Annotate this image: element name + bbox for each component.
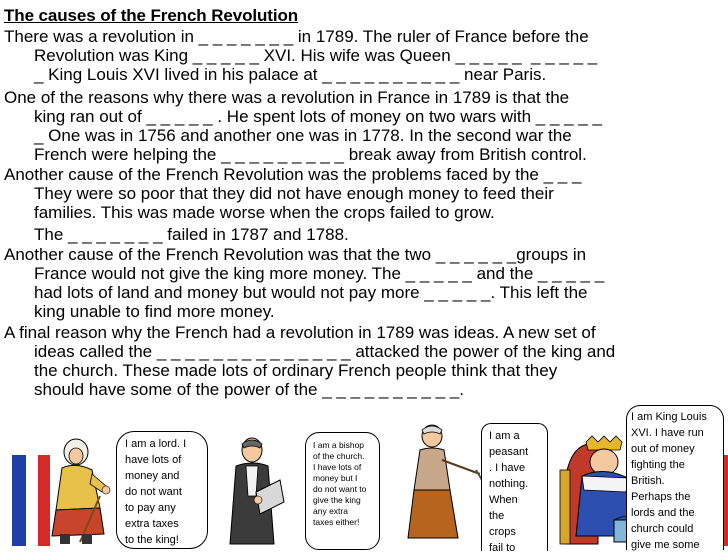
bubble-line: give the king — [313, 495, 361, 505]
text-line: French were helping the _ _ _ _ _ _ _ _ _ break away from British control. — [34, 145, 587, 164]
peasant-speech-bubble — [481, 423, 548, 554]
bubble-line: . I have — [489, 462, 526, 474]
bubble-line: XVI. I have run — [631, 427, 704, 439]
bubble-line: British. — [631, 475, 665, 487]
text-line: families. This was made worse when the crops failed to grow. — [34, 203, 495, 222]
bubble-line: lords and the — [631, 507, 695, 519]
bubble-line: do not want to — [313, 484, 367, 494]
text-line: ideas called the _ _ _ _ _ _ _ _ _ _ _ _ _ _ attacked the power of the king and — [34, 342, 616, 361]
bubble-line: crops — [489, 526, 516, 538]
text-line: should have some of the power of the _ _ _ _ _ _ _ _ _ _. — [34, 380, 465, 399]
paragraph-revolution-intro — [4, 27, 722, 84]
text-line: _ King Louis XVI lived in his palace at _ _ _ _ _ _ _ _ _ _ near Paris. — [34, 65, 547, 84]
paragraph-new-ideas — [4, 323, 722, 399]
paragraph-two-groups — [4, 245, 722, 321]
bubble-line: Perhaps the — [631, 491, 691, 503]
bubble-line: taxes either! — [313, 517, 360, 527]
bubble-line: of the church. — [313, 451, 365, 461]
bubble-line: I am a — [489, 430, 520, 442]
bubble-line: When — [489, 494, 518, 506]
bubble-line: to the king! — [125, 534, 179, 546]
text-line: Revolution was King _ _ _ _ _ XVI. His wife was Queen _ _ _ _ _ _ _ _ _ _ — [34, 46, 598, 65]
bubble-line: I am a lord. I — [125, 438, 187, 450]
bubble-line: to pay any — [125, 502, 176, 514]
bubble-line: have lots of — [125, 454, 182, 466]
bubble-line: extra taxes — [125, 518, 179, 530]
bubble-line: peasant — [489, 446, 529, 458]
bubble-line: money but I — [313, 473, 358, 483]
text-line: Another cause of the French Revolution was that the two _ _ _ _ _ _groups in — [4, 245, 587, 264]
worksheet-title: The causes of the French Revolution — [4, 6, 299, 25]
paragraph-money-wars — [4, 88, 722, 164]
text-line: king ran out of _ _ _ _ _ . He spent lots of money on two wars with _ _ _ _ _ — [34, 107, 602, 126]
text-line: They were so poor that they did not have enough money to feed their — [34, 184, 554, 203]
text-line: France would not give the king more money. The _ _ _ _ _ and the _ _ _ _ _ — [34, 264, 605, 283]
bubble-line: the — [489, 510, 505, 522]
bubble-line: church could — [631, 523, 694, 535]
text-line: Another cause of the French Revolution was the problems faced by the _ _ _ — [4, 165, 582, 184]
bubble-line: out of money — [631, 443, 695, 455]
bubble-line: I have lots of — [313, 462, 362, 472]
lord-speech-bubble — [116, 431, 208, 549]
text-line: There was a revolution in _ _ _ _ _ _ _ in 1789. The ruler of France before the — [4, 27, 589, 46]
text-line: One of the reasons why there was a revolution in France in 1789 is that the — [4, 88, 570, 107]
bubble-line: nothing. — [489, 478, 529, 490]
bubble-line: do not want — [125, 486, 182, 498]
text-line: A final reason why the French had a revolution in 1789 was ideas. A new set of — [4, 323, 596, 342]
king-speech-bubble — [626, 405, 724, 550]
text-line: the church. These made lots of ordinary French people think that they — [34, 361, 558, 380]
bubble-line: money and — [125, 470, 180, 482]
paragraph-crops-failed — [4, 225, 722, 244]
text-line: king unable to find more money. — [34, 302, 275, 321]
text-line: had lots of land and money but would not pay more _ _ _ _ _. This left the — [34, 283, 588, 302]
bishop-figure — [222, 436, 286, 546]
text-line: _ One was in 1756 and another one was in 1778. In the second war the — [34, 126, 572, 145]
text-line: The _ _ _ _ _ _ _ failed in 1787 and 1788. — [34, 225, 349, 244]
bubble-line: fail to — [489, 542, 516, 554]
bubble-line: give me some — [631, 539, 700, 551]
bubble-line: fighting the — [631, 459, 685, 471]
paragraph-peasant-problems — [4, 165, 722, 222]
bubble-line: I am King Louis — [631, 411, 707, 423]
lord-figure — [40, 438, 115, 546]
peasant-figure — [400, 420, 484, 546]
bubble-line: any extra — [313, 506, 348, 516]
bishop-speech-bubble — [305, 432, 380, 550]
bubble-line: I am a bishop — [313, 440, 365, 450]
